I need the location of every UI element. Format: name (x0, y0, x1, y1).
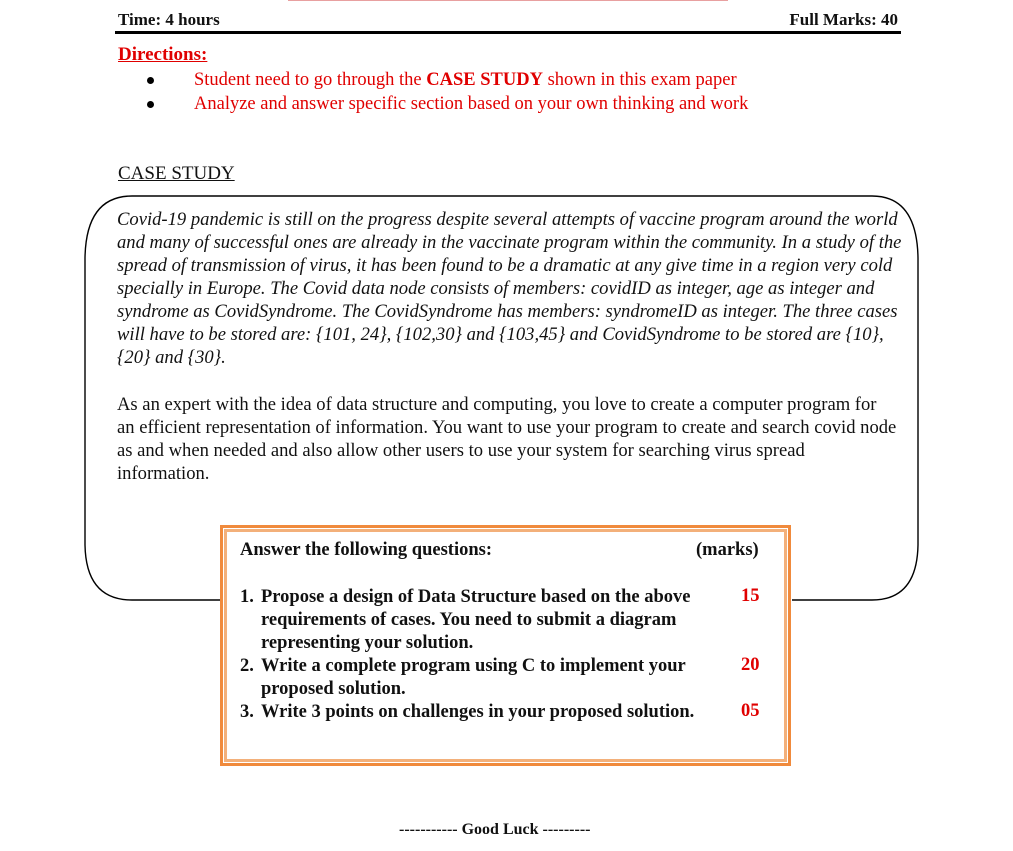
marks-heading: (marks) (696, 540, 759, 560)
question-number: 3. (240, 702, 254, 722)
case-study-title: CASE STUDY (118, 163, 235, 184)
good-luck-footer: ----------- Good Luck --------- (399, 821, 591, 838)
questions-heading: Answer the following questions: (240, 540, 492, 560)
full-marks-label: Full Marks: 40 (789, 10, 898, 29)
direction-item: Student need to go through the CASE STUDY shown in this exam paper (144, 68, 748, 92)
directions-title: Directions: (118, 44, 208, 65)
question-marks: 20 (741, 655, 760, 675)
case-study-paragraph: Covid-19 pandemic is still on the progress despite several attempts of vaccine program around the world and many of successful ones are already in the vaccinate program within the community. In a study of the spread of transmission of virus, it has been found to be a dramatic at any give time in a region very cold specially in Europe. The Covid data node consists of members: covidID as integer, age as integer and syndrome as CovidSyndrome. The CovidSyndrome has members: syndromeID as integer. The three cases will have to be stored are: {101, 24}, {102,30} and {103,45} and CovidSyndrome to be stored are {10}, {20} and {30}. (117, 209, 902, 368)
question-text: Write 3 points on challenges in your proposed solution. (261, 702, 695, 722)
time-label: Time: 4 hours (118, 10, 220, 29)
direction-item: Analyze and answer specific section based on your own thinking and work (144, 92, 748, 116)
case-study-paragraph-2: As an expert with the idea of data structure and computing, you love to create a computer program for an efficient representation of information. You want to use your program to create and search covid node as and when needed and also allow other users to use your system for searching virus spread information. (117, 394, 897, 484)
question-marks: 15 (741, 586, 760, 606)
question-text: Write a complete program using C to implement your proposed solution. (261, 656, 686, 699)
question-marks: 05 (741, 701, 760, 721)
question-text: Propose a design of Data Structure based on the above requirements of cases. You need to submit a diagram representing your solution. (261, 587, 691, 653)
question-number: 2. (240, 656, 254, 676)
question-number: 1. (240, 587, 254, 607)
